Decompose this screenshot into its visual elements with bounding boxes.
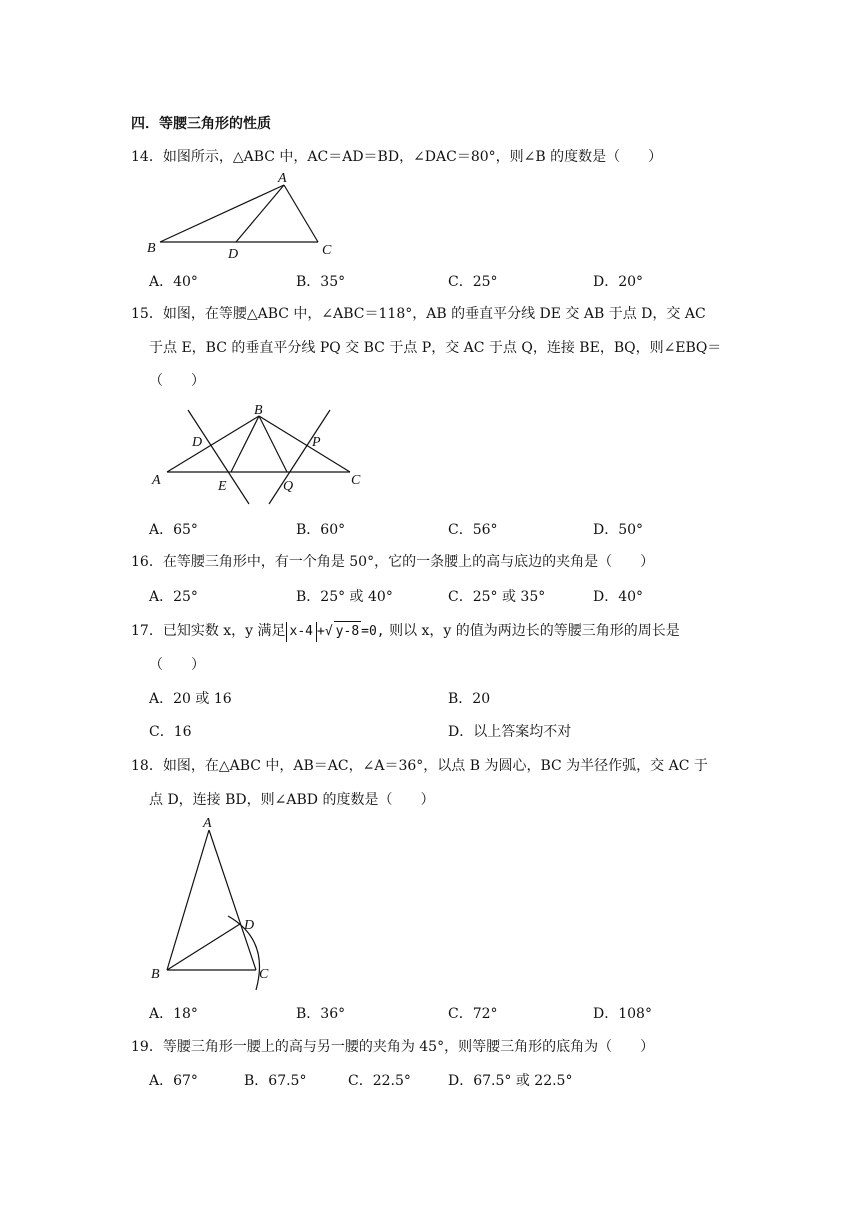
q19-option-b: B．67.5° <box>244 1073 307 1089</box>
question-18-line1: 18．如图，在△ABC 中，AB＝AC，∠A＝36°，以点 B 为圆心，BC 为半径作弧，交 AC 于 <box>131 758 708 774</box>
q19-option-d: D．67.5° 或 22.5° <box>448 1073 573 1089</box>
q17-prefix: 17．已知实数 x，y 满足 <box>131 623 286 639</box>
fig15-label-c: C <box>351 473 361 488</box>
question-17-line2: （ ） <box>149 657 205 673</box>
q15-option-c: C．56° <box>448 522 498 538</box>
q17-suffix: 则以 x，y 的值为两边长的等腰三角形的周长是 <box>384 623 680 639</box>
q17-option-c: C．16 <box>149 724 192 740</box>
fig15-label-d: D <box>192 435 203 450</box>
question-14-figure <box>140 168 360 264</box>
q17-abs-expr: x-4 <box>286 622 317 642</box>
fig15-label-p: P <box>312 435 321 450</box>
q18-option-c: C．72° <box>448 1006 498 1022</box>
q17-sqrt-expr: y-8 <box>334 621 361 642</box>
q16-option-b: B．25° 或 40° <box>296 589 393 605</box>
question-15-line3: （ ） <box>149 373 205 389</box>
fig18-label-a: A <box>203 816 212 831</box>
question-15-line1: 15．如图，在等腰△ABC 中，∠ABC＝118°，AB 的垂直平分线 DE 交 AB 于点 D，交 AC <box>131 306 706 322</box>
section-title: 四．等腰三角形的性质 <box>131 116 271 132</box>
fig15-label-e: E <box>218 479 227 494</box>
fig14-label-c: C <box>322 243 332 258</box>
fig15-label-a: A <box>152 473 161 488</box>
q14-option-b: B．35° <box>296 274 346 290</box>
q19-option-a: A．67° <box>149 1073 198 1089</box>
fig15-label-b: B <box>254 403 263 418</box>
q17-equation: x-4 +√ y-8 =0, <box>286 621 385 642</box>
fig18-label-d: D <box>244 918 255 933</box>
question-16-text: 16．在等腰三角形中，有一个角是 50°，它的一条腰上的高与底边的夹角是（ ） <box>131 554 655 570</box>
q17-option-d: D．以上答案均不对 <box>448 724 572 740</box>
fig14-label-d: D <box>228 247 239 262</box>
q15-option-d: D．50° <box>593 522 644 538</box>
q15-option-b: B．60° <box>296 522 346 538</box>
fig14-label-b: B <box>147 241 156 256</box>
q18-option-b: B．36° <box>296 1006 346 1022</box>
q17-eq: =0, <box>361 624 385 639</box>
q16-option-c: C．25° 或 35° <box>448 589 546 605</box>
question-15-line2: 于点 E，BC 的垂直平分线 PQ 交 BC 于点 P，交 AC 于点 Q，连接 BE，BQ，则∠EBQ＝ <box>149 340 722 356</box>
q14-option-a: A．40° <box>149 274 198 290</box>
fig18-label-c: C <box>259 967 269 982</box>
q14-option-c: C．25° <box>448 274 498 290</box>
question-15-figure <box>148 398 378 508</box>
q16-option-a: A．25° <box>149 589 198 605</box>
question-14-text: 14．如图所示，△ABC 中，AC＝AD＝BD，∠DAC＝80°，则∠B 的度数是（ ） <box>131 149 663 165</box>
question-18-figure <box>142 812 282 994</box>
q14-option-d: D．20° <box>593 274 644 290</box>
q17-plus: + <box>317 624 325 639</box>
q18-option-d: D．108° <box>593 1006 652 1022</box>
question-17-line1 <box>131 621 680 642</box>
fig14-label-a: A <box>278 171 287 186</box>
q19-option-c: C．22.5° <box>348 1073 411 1089</box>
fig18-label-b: B <box>151 967 160 982</box>
question-18-line2: 点 D，连接 BD，则∠ABD 的度数是（ ） <box>149 792 435 808</box>
q15-option-a: A．65° <box>149 522 198 538</box>
q17-option-b: B．20 <box>448 691 491 707</box>
question-19-text: 19．等腰三角形一腰上的高与另一腰的夹角为 45°，则等腰三角形的底角为（ ） <box>131 1039 655 1055</box>
fig15-label-q: Q <box>283 479 294 494</box>
q16-option-d: D．40° <box>593 589 644 605</box>
q17-option-a: A．20 或 16 <box>149 691 232 707</box>
q18-option-a: A．18° <box>149 1006 198 1022</box>
